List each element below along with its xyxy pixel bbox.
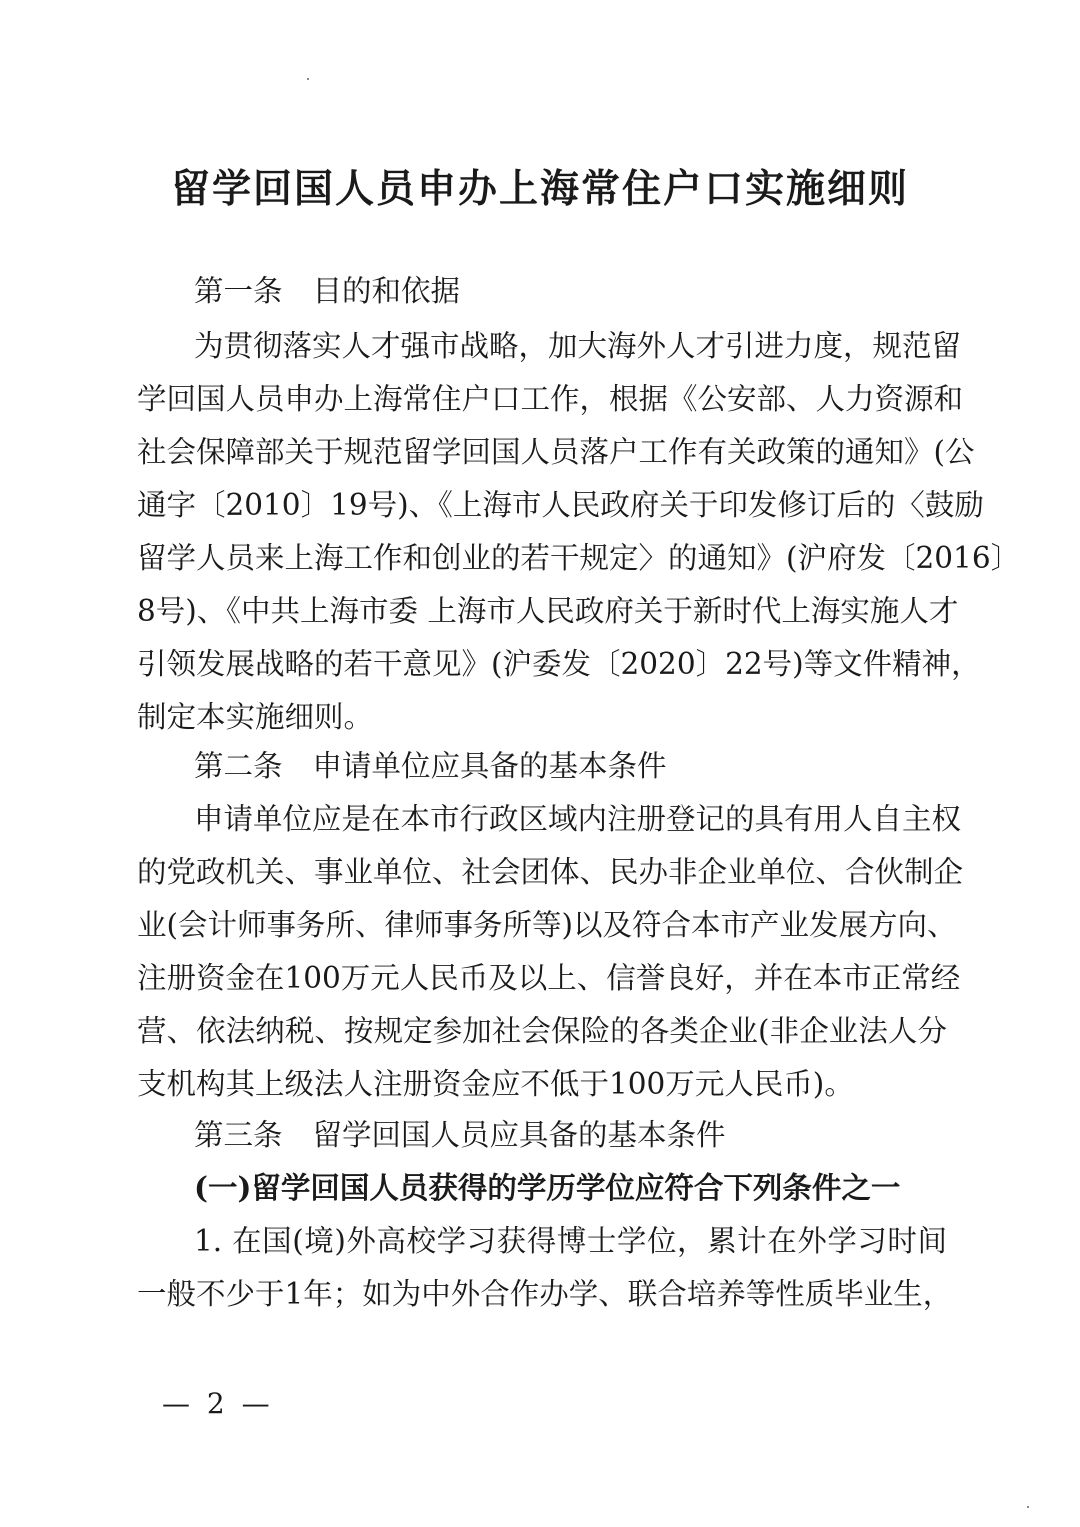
article-1-line-7: 引领发展战略的若干意见》(沪委发〔2020〕22号)等文件精神，: [137, 647, 981, 681]
article-2-line-6: 支机构其上级法人注册资金应不低于100万元人民币)。: [137, 1067, 854, 1101]
article-2-line-1: 申请单位应是在本市行政区域内注册登记的具有用人自主权: [194, 802, 962, 836]
article-1-heading: [194, 271, 947, 311]
article-2-heading: [194, 746, 947, 786]
article-3-line-1: 1. 在国(境)外高校学习获得博士学位，累计在外学习时间: [194, 1224, 947, 1258]
article-2-title: 申请单位应具备的基本条件: [312, 749, 667, 783]
article-2-line-3: 业(会计师事务所、律师事务所等)以及符合本市产业发展方向、: [137, 908, 957, 942]
scan-speck: [1027, 1506, 1029, 1508]
article-1-line-5: 留学人员来上海工作和创业的若干规定〉的通知》(沪府发〔2016〕: [137, 541, 1021, 575]
article-1-line-2: 学回国人员申办上海常住户口工作，根据《公安部、人力资源和: [137, 382, 964, 416]
scan-speck: [307, 78, 309, 80]
article-1-line-1: 为贯彻落实人才强市战略，加大海外人才引进力度，规范留: [194, 329, 962, 363]
document-title: 留学回国人员申办上海常住户口实施细则: [170, 167, 909, 212]
article-1-line-6: 8号)、《中共上海市委 上海市人民政府关于新时代上海实施人才: [137, 594, 959, 628]
article-1-line-3: 社会保障部关于规范留学回国人员落户工作有关政策的通知》(公: [137, 435, 975, 469]
article-2-line-2: 的党政机关、事业单位、社会团体、民办非企业单位、合伙制企: [137, 855, 964, 889]
article-2-number: 第二条: [194, 749, 283, 783]
article-3-title: 留学回国人员应具备的基本条件: [312, 1118, 726, 1152]
article-3-subheading: (一)留学回国人员获得的学历学位应符合下列条件之一: [194, 1170, 901, 1205]
article-3-heading: [194, 1115, 947, 1155]
page-number: — 2 —: [162, 1387, 274, 1420]
article-3-line-2: 一般不少于1年；如为中外合作办学、联合培养等性质毕业生，: [137, 1277, 953, 1311]
article-1-line-8: 制定本实施细则。: [137, 700, 374, 734]
article-2-line-5: 营、依法纳税、按规定参加社会保险的各类企业(非企业法人分: [137, 1014, 947, 1048]
article-1-title: 目的和依据: [312, 274, 461, 308]
article-1-number: 第一条: [194, 274, 283, 308]
article-2-line-4: 注册资金在100万元人民币及以上、信誉良好，并在本市正常经: [137, 961, 961, 995]
article-3-number: 第三条: [194, 1118, 283, 1152]
article-1-line-4: 通字〔2010〕19号)、《上海市人民政府关于印发修订后的〈鼓励: [137, 488, 984, 522]
